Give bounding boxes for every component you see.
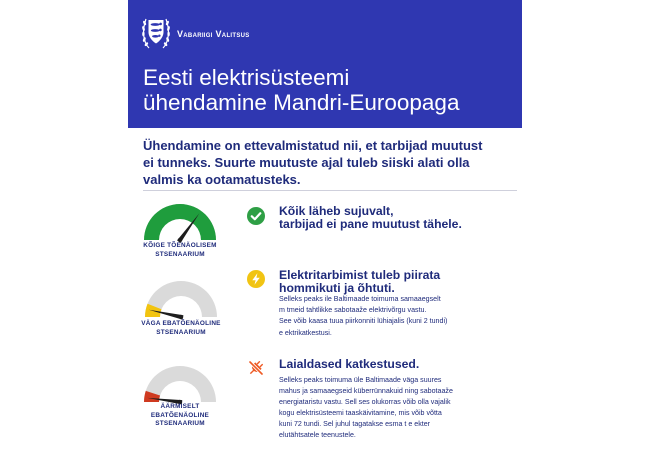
gauge-label-line: STSENAARIUM bbox=[155, 250, 205, 258]
gauge-label-line: EBATÕENÄOLINE bbox=[150, 411, 210, 419]
gauge-label-line: KÕIGE TÕENÄOLISEM bbox=[143, 242, 217, 249]
gauge-label-line: VÄGA EBATÕENÄOLINE bbox=[141, 320, 221, 327]
body-line: kuni 72 tundi. Sel juhul tagatakse esma t e ekter bbox=[279, 420, 431, 428]
lightning-bolt-icon bbox=[247, 270, 265, 288]
body-line: mahus ja samaaegseid küberrünnakuid ning sabotaaže bbox=[279, 387, 453, 395]
page-title bbox=[143, 66, 459, 115]
body-line: Selleks peaks ile Baltimaade toimuma samaaegselt bbox=[279, 295, 441, 303]
scenario-body bbox=[279, 294, 447, 339]
header-banner bbox=[128, 0, 522, 128]
title-line: ühendamine Mandri-Euroopaga bbox=[143, 89, 460, 115]
gauge-label bbox=[129, 320, 233, 337]
intro-text bbox=[143, 137, 483, 188]
gauge-label bbox=[128, 242, 232, 259]
check-circle-icon bbox=[247, 207, 265, 225]
body-line: m tmeid tahtlikke sabotaaže elektrivõrgu vastu. bbox=[279, 306, 427, 315]
title-line: Eesti elektrisüsteemi bbox=[143, 65, 350, 90]
scenario-gauge bbox=[142, 201, 218, 242]
scenario-gauge bbox=[142, 363, 218, 404]
section-divider bbox=[143, 190, 517, 191]
scenario-title bbox=[279, 205, 462, 231]
scenario-title-line: hommikuti ja õhtuti. bbox=[279, 281, 395, 296]
scenario-title-line: Kõik läheb sujuvalt, bbox=[279, 204, 394, 218]
scenario-title bbox=[279, 269, 440, 295]
body-line: kogu elektrisüsteemi taaskäivitamine, mis võib võtta bbox=[279, 409, 442, 417]
intro-line: valmis ka ootamatusteks. bbox=[143, 172, 301, 187]
gauge-label-line: ÄÄRMISELT bbox=[160, 403, 200, 410]
gauge-label bbox=[128, 403, 232, 429]
coat-of-arms-logo bbox=[140, 13, 172, 51]
body-line: Selleks peaks toimuma üle Baltimaade väga suures bbox=[279, 376, 442, 384]
scenario-title-line: tarbijad ei pane muutust tähele. bbox=[279, 217, 462, 232]
scenario-title-line: Laialdased katkestused. bbox=[279, 357, 420, 371]
gauge-label-line: STSENAARIUM bbox=[156, 328, 206, 336]
body-line: elutähtsatele teenustele. bbox=[279, 431, 356, 439]
scenario-title-line: Elektritarbimist tuleb piirata bbox=[279, 268, 441, 282]
body-line: See võib kaasa tuua piirkonniti lühiajalis (kuni 2 tundi) bbox=[279, 317, 448, 326]
unplugged-icon bbox=[247, 359, 265, 377]
org-name: Vabariigi Valitsus bbox=[177, 29, 250, 39]
body-line: e ektrikatkestusi. bbox=[279, 328, 332, 337]
body-line: energiataristu vastu. Sell ses olukorras võib olla vajalik bbox=[279, 398, 451, 406]
gauge-label-line: STSENAARIUM bbox=[155, 420, 205, 428]
infographic-sheet bbox=[128, 0, 522, 450]
scenario-title bbox=[279, 358, 419, 371]
gauge-fill bbox=[144, 204, 216, 240]
intro-line: Ühendamine on ettevalmistatud nii, et tarbijad muutust bbox=[143, 138, 483, 153]
scenario-body bbox=[279, 375, 453, 441]
scenario-gauge bbox=[143, 278, 219, 319]
intro-line: ei tunneks. Suurte muutuste ajal tuleb siiski alati olla bbox=[143, 155, 470, 170]
